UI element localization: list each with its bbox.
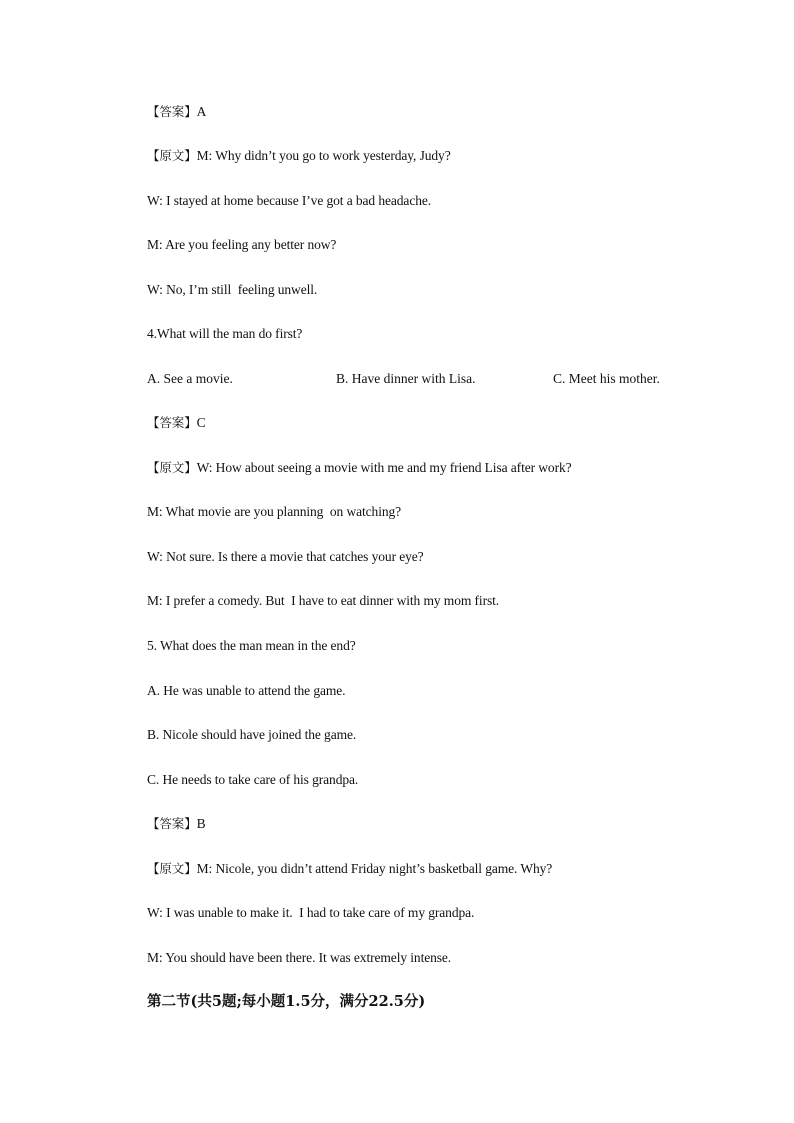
dialogue-line — [147, 548, 424, 566]
question-text: 4.What will the man do first? — [147, 326, 303, 341]
question-4 — [147, 325, 302, 343]
transcript-text: M: Why didn’t you go to work yesterday, Judy? — [196, 148, 451, 163]
transcript-label: 【原文】 — [147, 148, 197, 163]
q5-option-b — [147, 726, 356, 744]
dialogue-text: W: Not sure. Is there a movie that catches your eye? — [147, 549, 424, 564]
transcript-line — [147, 860, 552, 878]
answer-line-q3 — [147, 103, 206, 121]
transcript-label: 【原文】 — [147, 460, 197, 475]
dialogue-text: M: You should have been there. It was extremely intense. — [147, 950, 452, 965]
option-text: A. He was unable to attend the game. — [147, 683, 346, 698]
answer-value: C — [196, 415, 206, 430]
answer-value: B — [196, 816, 206, 831]
dialogue-line — [147, 236, 336, 254]
dialogue-text: M: What movie are you planning on watching? — [147, 504, 402, 519]
dialogue-text: W: No, I’m still feeling unwell. — [147, 282, 318, 297]
dialogue-line — [147, 281, 317, 299]
dialogue-text: W: I stayed at home because I’ve got a bad headache. — [147, 193, 432, 208]
q5-option-c — [147, 771, 358, 789]
dialogue-line — [147, 503, 401, 521]
q4-option-b: B. Have dinner with Lisa. — [336, 371, 476, 386]
transcript-line — [147, 147, 451, 165]
answer-label: 【答案】 — [147, 415, 197, 430]
transcript-line — [147, 459, 572, 477]
section-heading: 第二节(共5题;每小题1.5分，满分22.5分) — [147, 993, 426, 1010]
option-text: B. Nicole should have joined the game. — [147, 727, 357, 742]
dialogue-text: M: I prefer a comedy. But I have to eat dinner with my mom first. — [147, 593, 500, 608]
dialogue-line — [147, 592, 499, 610]
answer-label: 【答案】 — [147, 104, 197, 119]
transcript-text: W: How about seeing a movie with me and my friend Lisa after work? — [196, 460, 572, 475]
transcript-label: 【原文】 — [147, 861, 197, 876]
q4-option-c: C. Meet his mother. — [553, 371, 660, 386]
answer-line-q4 — [147, 414, 206, 432]
option-text: C. He needs to take care of his grandpa. — [147, 772, 359, 787]
q5-option-a — [147, 682, 345, 700]
answer-line-q5 — [147, 815, 206, 833]
question-5 — [147, 637, 356, 655]
answer-label: 【答案】 — [147, 816, 197, 831]
answer-value: A — [196, 104, 207, 119]
dialogue-text: M: Are you feeling any better now? — [147, 237, 337, 252]
dialogue-line — [147, 949, 451, 967]
dialogue-line — [147, 904, 474, 922]
dialogue-line — [147, 192, 431, 210]
q4-option-a: A. See a movie. — [147, 371, 233, 386]
question-text: 5. What does the man mean in the end? — [147, 638, 356, 653]
dialogue-text: W: I was unable to make it. I had to take care of my grandpa. — [147, 905, 475, 920]
transcript-text: M: Nicole, you didn’t attend Friday night’s basketball game. Why? — [196, 861, 553, 876]
